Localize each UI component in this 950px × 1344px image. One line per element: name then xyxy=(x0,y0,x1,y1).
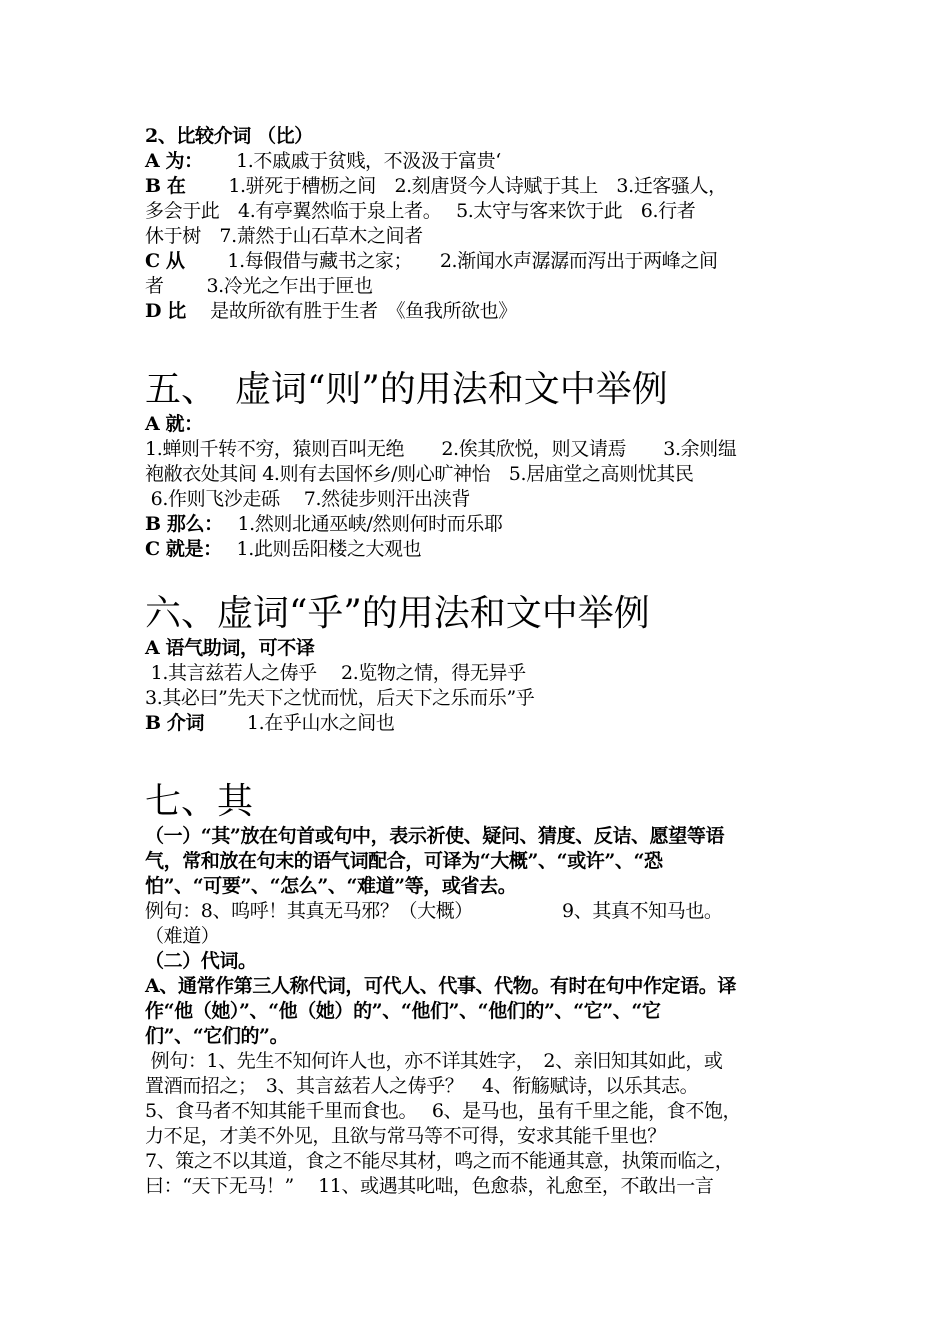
section-5-b-row xyxy=(145,512,815,537)
section-5-a-label: A 就： xyxy=(145,413,203,435)
compare-d-row xyxy=(145,299,815,324)
compare-b-text-3: 休于树 7.萧然于山石草木之间者 xyxy=(145,225,423,247)
section-6-a-text-2: 3.其必曰”先天下之忧而忧，后天下之乐而乐”乎 xyxy=(145,687,535,709)
section-6-a-text-1: 1.其言兹若人之俦乎 2.览物之情，得无异乎 xyxy=(145,662,526,684)
section-7-p2-line-3: 们”、“它们的”。 xyxy=(145,1025,289,1047)
compare-d-label: D 比 xyxy=(145,300,186,322)
section-5-c-text: 1.此则岳阳楼之大观也 xyxy=(236,538,422,560)
section-5-b-label: B 那么： xyxy=(145,513,214,535)
compare-b-text-2: 多会于此 4.有亭翼然临于泉上者。 5.太守与客来饮于此 6.行者 xyxy=(145,200,696,222)
compare-b-text-1: 1.骈死于槽枥之间 2.刻唐贤今人诗赋于其上 3.迁客骚人， xyxy=(228,175,727,197)
section-6-b-label: B 介词 xyxy=(145,712,205,734)
document-body xyxy=(145,124,815,1199)
section-5-a-text-1: 1.蝉则千转不穷，猿则百叫无绝 2.俟其欣悦，则又请焉 3.余则缊 xyxy=(145,438,737,460)
compare-b-row xyxy=(145,174,815,199)
section-5-c-row xyxy=(145,537,815,562)
compare-c-row xyxy=(145,249,815,274)
section-5-a-text-3: 6.作则飞沙走砾 7.然徒步则汗出浃背 xyxy=(145,488,470,510)
section-7-title: 七、其 xyxy=(145,781,254,822)
compare-preposition-heading: 2、比较介词 （比） xyxy=(145,125,313,147)
section-7-example-2-line-5: 7、策之不以其道，食之不能尽其材，鸣之而不能通其意，执策而临之， xyxy=(145,1150,734,1172)
section-7-example-2-line-3: 5、食马者不知其能千里而食也。 6、是马也，虽有千里之能，食不饱， xyxy=(145,1100,742,1122)
section-7-example-2-line-2: 置酒而招之； 3、其言兹若人之俦乎？ 4、衔觞赋诗，以乐其志。 xyxy=(145,1075,699,1097)
section-6-b-row xyxy=(145,711,815,736)
section-7-p2-line-1: A、通常作第三人称代词，可代人、代事、代物。有时在句中作定语。译 xyxy=(145,975,736,997)
compare-a-text: 1.不戚戚于贫贱，不汲汲于富贵‘ xyxy=(236,150,501,172)
section-5-c-label: C 就是： xyxy=(145,538,213,560)
section-7-example-1-line-1: 例句：8、呜呼！其真无马邪？（大概） 9、其真不知马也。 xyxy=(145,900,723,922)
section-5-b-text: 1.然则北通巫峡/然则何时而乐耶 xyxy=(237,513,503,535)
section-5-a-text-2: 袍敝衣处其间 4.则有去国怀乡/则心旷神怡 5.居庙堂之高则忧其民 xyxy=(145,463,694,485)
compare-c-label: C 从 xyxy=(145,250,185,272)
compare-a-label: A 为： xyxy=(145,150,194,172)
section-7-example-2-line-4: 力不足，才美不外见，且欲与常马等不可得，安求其能千里也？ xyxy=(145,1125,666,1147)
compare-c-text-1: 1.每假借与藏书之家； 2.渐闻水声潺潺而泻出于两峰之间 xyxy=(227,250,718,272)
compare-c-text-2: 者 3.冷光之乍出于匣也 xyxy=(145,275,373,297)
section-7-p1-line-2: 气，常和放在句末的语气词配合，可译为“大概”、“或许”、“恐 xyxy=(145,850,663,872)
section-7-p1-line-1: （一）“其”放在句首或句中，表示祈使、疑问、猜度、反诘、愿望等语 xyxy=(145,825,725,847)
compare-b-label: B 在 xyxy=(145,175,186,197)
section-7-p1-line-3: 怕”、“可要”、“怎么”、“难道”等，或省去。 xyxy=(145,875,517,897)
section-5-title: 五、 虚词“则”的用法和文中举例 xyxy=(145,369,668,410)
section-6-title: 六、虚词“乎”的用法和文中举例 xyxy=(145,593,650,634)
section-7-example-1-line-2: （难道） xyxy=(145,925,220,947)
section-7-example-2-line-6: 曰：“天下无马！” 11、或遇其叱咄，色愈恭，礼愈至，不敢出一言 xyxy=(145,1175,714,1197)
compare-a-row xyxy=(145,149,815,174)
section-6-b-text: 1.在乎山水之间也 xyxy=(246,712,395,734)
section-7-p2-label: （二）代词。 xyxy=(145,950,257,972)
section-7-p2-line-2: 作“他（她）”、“他（她）的”、“他们”、“他们的”、“它”、“它 xyxy=(145,1000,661,1022)
section-7-example-2-line-1: 例句：1、先生不知何许人也，亦不详其姓字， 2、亲旧知其如此，或 xyxy=(145,1050,723,1072)
section-6-a-label: A 语气助词，可不译 xyxy=(145,637,315,659)
compare-d-text: 是故所欲有胜于生者 《鱼我所欲也》 xyxy=(210,300,517,322)
